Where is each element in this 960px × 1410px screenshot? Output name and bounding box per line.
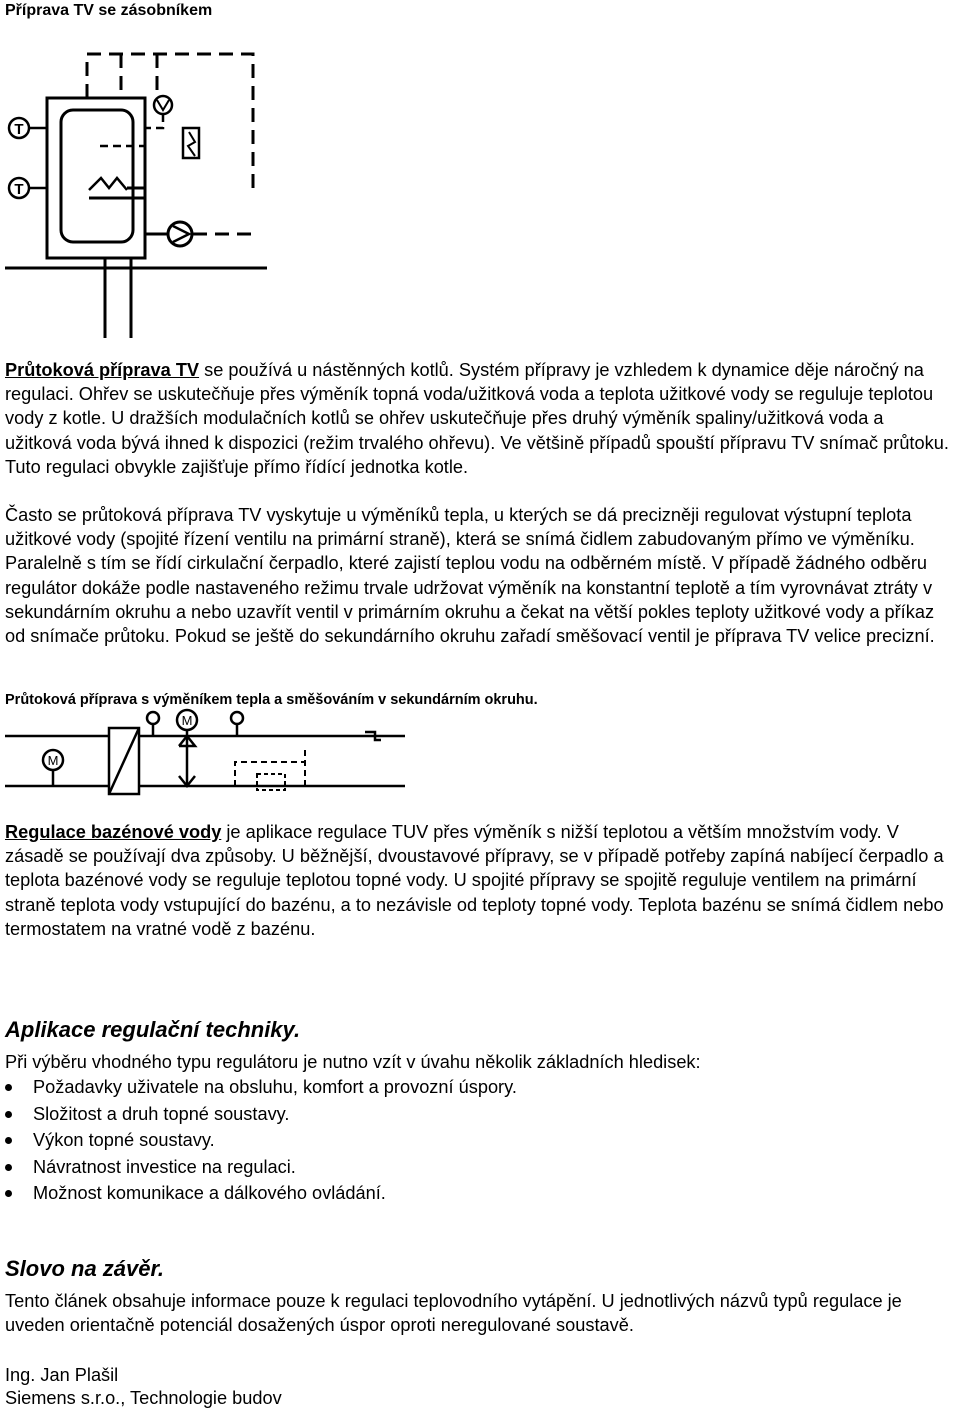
paragraph-pruttokova-2: Často se průtoková příprava TV vyskytuje u výměníků tepla, u kterých se dá precizněji regulovat výstupní teplota užitkové vody (spojité řízení ventilu na primární straně), která se snímá čidlem zabudovaným přímo ve výměníku. Paralelně s tím se řídí cirkulační čerpadlo, které zajistí teplou vodu na odběrném místě. V případě žádného odběru regulátor dokáže podle nastaveného režimu trvale udržovat výměník na konstantní teplotě a tím vyrovnávat ztráty v sekundárním okruhu a nebo uzavřít ventil v primárním okruhu a čekat na větší pokles teploty užitkové vody a příkaz od snímače průtoku. Pokud se ještě do sekundárního okruhu zařadí směšovací ventil je příprava TV velice precizní. <box>5 505 935 647</box>
list-item-text: Návratnost investice na regulaci. <box>33 1156 296 1177</box>
paragraph-bazen-text: je aplikace regulace TUV přes výměník s nižší teplotou a větším množstvím vody. V zásadě se používají dva způsoby. U běžnější, dvoustavové přípravy, se v případě potřeby zapíná nabíjecí čerpadlo a teplota bazénové vody se reguluje teplotou topné vody. U spojité přípravy se spojitě reguluje ventilem na primární straně teplota vody vstupující do bazénu, a to nezávisle od teploty topné vody. Teplota bazénu se snímá čidlem nebo termostatem na vratné vodě z bazénu. <box>5 822 944 939</box>
heading-aplikace: Aplikace regulační techniky. <box>5 1017 301 1042</box>
sensor-label-top: T <box>14 121 24 138</box>
list-item <box>5 1127 517 1154</box>
list-item <box>5 1154 517 1181</box>
list-item <box>5 1074 517 1101</box>
term-regulace-bazenove-vody: Regulace bazénové vody <box>5 822 222 842</box>
section-title-zasobnik: Příprava TV se zásobníkem <box>5 2 213 19</box>
tank-inner <box>61 110 133 242</box>
bullet-icon <box>5 1084 12 1091</box>
bullet-icon <box>5 1164 12 1171</box>
paragraph-pruttokova-1 <box>5 358 951 479</box>
sensor-label-bottom: T <box>14 181 24 198</box>
list-item <box>5 1101 517 1128</box>
heading-zaver: Slovo na závěr. <box>5 1256 164 1281</box>
paragraph-zaver: Tento článek obsahuje informace pouze k regulaci teplovodního vytápění. U jednotlivých názvů typů regulace je uveden orientačně potenciál dosažených úspor oproti neregulované soustavě. <box>5 1291 902 1336</box>
term-pruttokova-priprava: Průtoková příprava TV <box>5 360 200 380</box>
signature-name: Ing. Jan Plašil <box>5 1365 119 1385</box>
diagram-title-vymenik: Průtoková příprava s výměníkem tepla a směšováním v sekundárním okruhu. <box>5 692 538 708</box>
bullet-icon <box>5 1137 12 1144</box>
motor-label-top: M <box>181 713 193 728</box>
storage-tank-diagram <box>5 28 425 358</box>
paragraph-bazen <box>5 820 951 941</box>
list-item <box>5 1180 517 1207</box>
paragraph-pruttokova-1-text: se používá u nástěnných kotlů. Systém přípravy je vzhledem k dynamice děje náročný na regulaci. Ohřev se uskutečňuje přes výměník topná voda/užitková voda a teplota užitkové vody se reguluje teplotou vody z kotle. U dražších modulačních kotlů se ohřev uskutečňuje přes druhý výměník spaliny/užitková voda a užitková voda bývá ihned k dispozici (režim trvalého ohřevu). Ve většině případů spouští přípravu TV snímač průtoku. Tuto regulaci obvykle zajišťuje přímo řídící jednotka kotle. <box>5 360 949 477</box>
list-item-text: Možnost komunikace a dálkového ovládání. <box>33 1183 386 1204</box>
motor-label-left: M <box>47 753 59 768</box>
bullet-icon <box>5 1190 12 1197</box>
criteria-list <box>5 1074 517 1207</box>
bullet-icon <box>5 1111 12 1118</box>
list-item-text: Požadavky uživatele na obsluhu, komfort a provozní úspory. <box>33 1077 517 1097</box>
dashed-circuit <box>87 54 253 196</box>
heat-exchanger-diagram <box>5 706 425 806</box>
signature-company: Siemens s.r.o., Technologie budov <box>5 1388 282 1408</box>
paragraph-aplikace-intro: Při výběru vhodného typu regulátoru je nutno vzít v úvahu několik základních hledisek: <box>5 1052 701 1072</box>
list-item-text: Složitost a druh topné soustavy. <box>33 1103 290 1124</box>
list-item-text: Výkon topné soustavy. <box>33 1130 215 1151</box>
